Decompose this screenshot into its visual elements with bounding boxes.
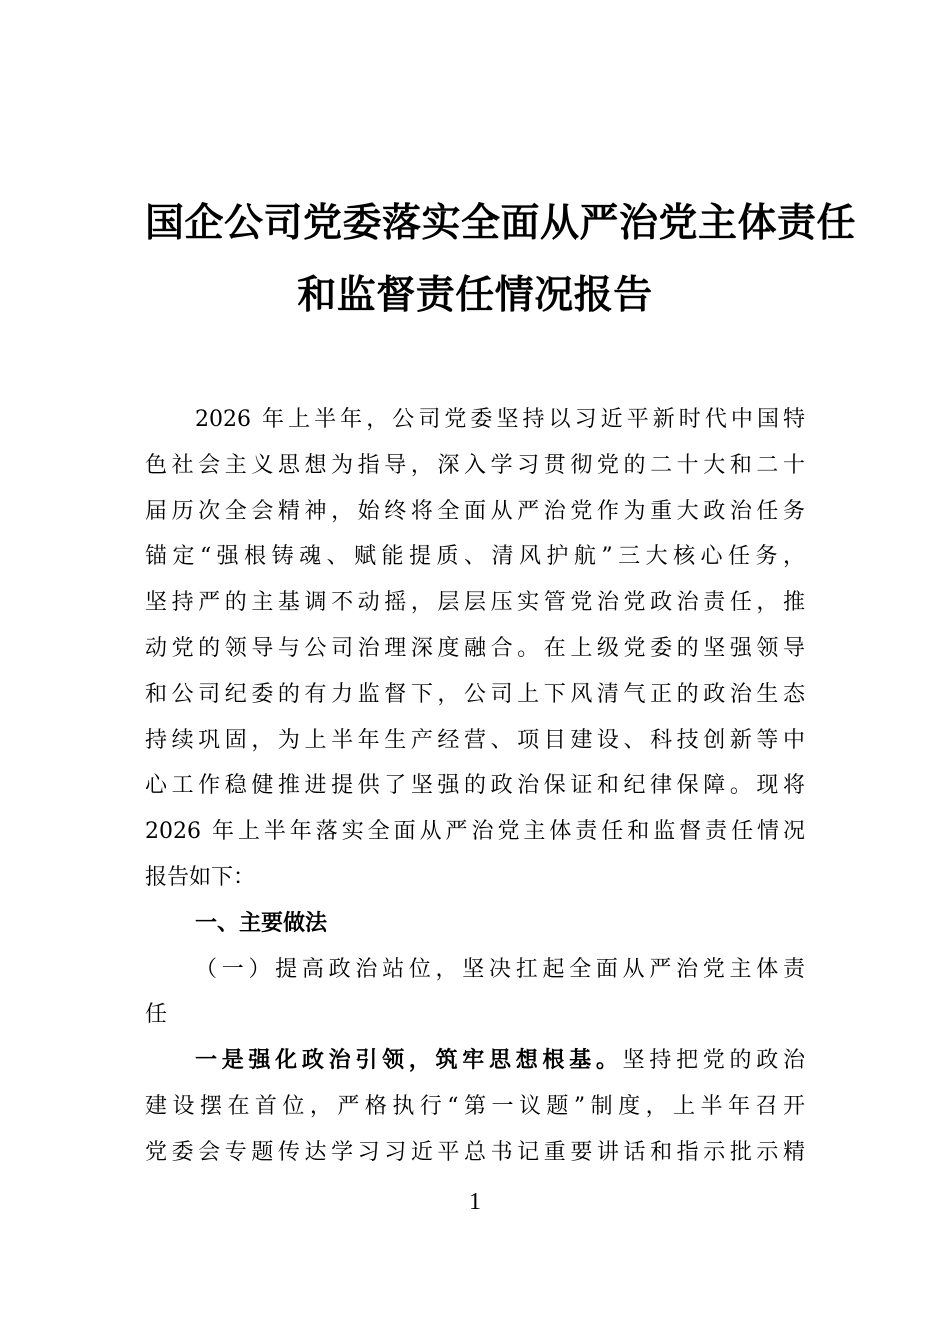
intro-paragraph-line: 2026 年上半年落实全面从严治党主体责任和监督责任情况: [145, 819, 805, 845]
subsection-heading-line: 任: [145, 1002, 168, 1028]
point-text: 坚持把党的政治: [622, 1048, 805, 1074]
intro-paragraph-line: 持续巩固，为上半年生产经营、项目建设、科技创新等中: [145, 727, 805, 753]
point-lead: 一是强化政治引领，筑牢思想根基。: [195, 1047, 623, 1074]
section-heading: 一、主要做法: [195, 910, 328, 936]
subsection-heading-line: （一）提高政治站位，坚决扛起全面从严治党主体责: [195, 956, 805, 982]
intro-paragraph-line: 和公司纪委的有力监督下，公司上下风清气正的政治生态: [145, 681, 805, 707]
point-paragraph-line: [145, 1038, 805, 1084]
point-paragraph-line: 建设摆在首位，严格执行“第一议题”制度，上半年召开: [145, 1093, 805, 1119]
intro-paragraph-line: 报告如下：: [145, 864, 256, 890]
intro-paragraph-line: 坚持严的主基调不动摇，层层压实管党治党政治责任，推: [145, 590, 805, 616]
page-number: 1: [469, 1189, 481, 1215]
intro-paragraph-line: 届历次全会精神，始终将全面从严治党作为重大政治任务: [145, 498, 805, 524]
document-body: [145, 397, 805, 1176]
intro-paragraph-line: 心工作稳健推进提供了坚强的政治保证和纪律保障。现将: [145, 773, 805, 799]
intro-paragraph-line: 锚定“强根铸魂、赋能提质、清风护航”三大核心任务，: [145, 544, 805, 570]
intro-paragraph-line: 动党的领导与公司治理深度融合。在上级党委的坚强领导: [145, 635, 805, 661]
point-paragraph-line: 党委会专题传达学习习近平总书记重要讲话和指示批示精: [145, 1139, 805, 1165]
document-title-line-1: 国企公司党委落实全面从严治党主体责任: [145, 200, 857, 246]
document-title-line-2: 和监督责任情况报告: [297, 272, 653, 318]
intro-paragraph-line: 2026 年上半年，公司党委坚持以习近平新时代中国特: [195, 407, 805, 432]
intro-paragraph-line: 色社会主义思想为指导，深入学习贯彻党的二十大和二十: [145, 452, 805, 478]
